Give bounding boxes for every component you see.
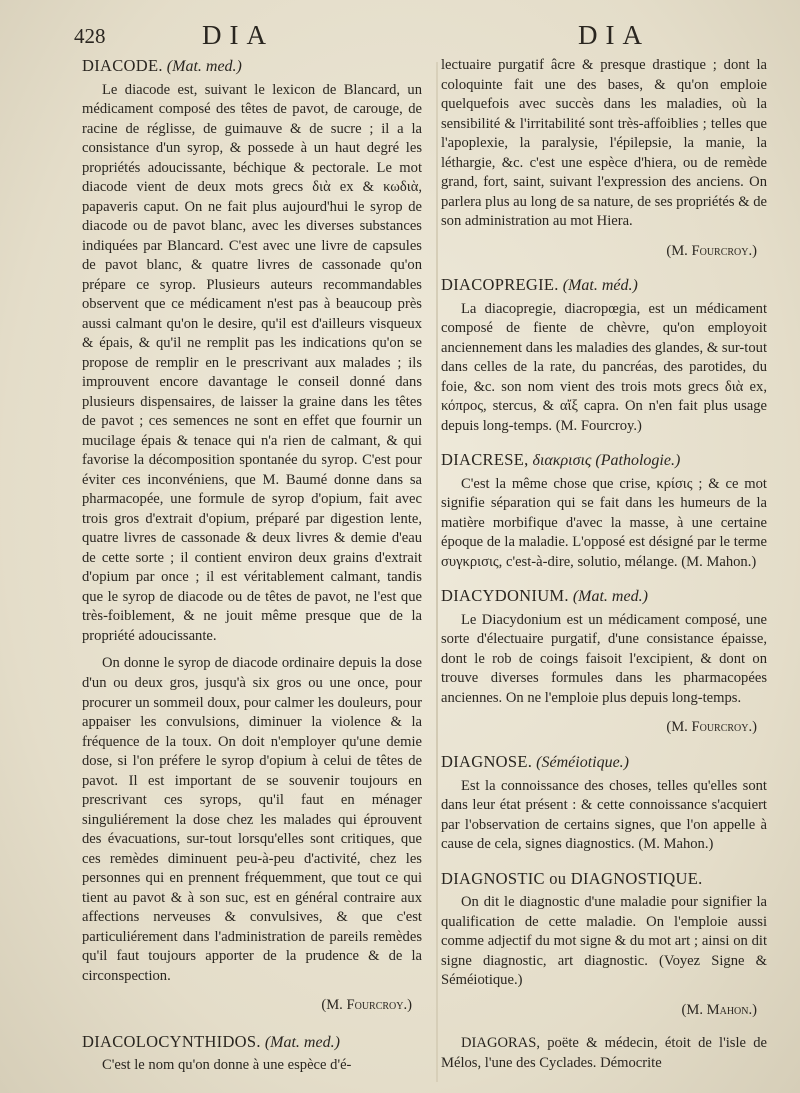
article-paragraph: C'est la même chose que crise, κρίσις ; & ce mot signifie séparation qui se fait dans les humeurs de la matière morbifique d'avec la masse, à une certaine époque de la maladie. L'opposé est désigné par le terme συγκρισις, c'est-à-dire, solutio, mélange. (M. Mahon.) xyxy=(441,475,767,570)
article-heading xyxy=(82,1032,422,1053)
article-heading xyxy=(441,586,767,607)
subject-tag: (Mat. méd.) xyxy=(562,277,638,295)
column-divider xyxy=(436,62,438,1082)
article-paragraph: On donne le syrop de diacode ordinaire depuis la dose d'un ou deux gros, jusqu'à six gros ou une once, pour procurer un sommeil doux, pour calmer les douleurs, pour appaiser les convulsions, diminuer la violence & la fréquence de la toux. On doit n'employer qu'une demie dose, si l'on préfere le syrop d'opium à celui de têtes de pavot. Il est important de se souvenir toujours en prescrivant ces syrops, qu'il faut en ménager singuliérement la dose chez les malades qui éprouvent des évacuations, sur-tout lorsqu'elles sont critiques, que ces remèdes diminuent peu-à-peu d'activité, chez les personnes qui en prennent fréquemment, que tout ce qui tient au pavot & à son suc, est en général contraire aux affections nerveuses & convulsives, & que c'est particuliérement dans l'administration de pareils remèdes qu'il faut toujours apporter de la prudence & de la circonspection. xyxy=(82,655,422,984)
running-header xyxy=(0,18,800,52)
article-diacydonium xyxy=(441,586,767,738)
article-paragraph: Le Diacydonium est un médicament composé, une sorte d'électuaire purgatif, d'une consistance épaisse, dont le rob de coings faisoit l'excipient, & dont on trouve diverses formules dans les pharmacopées anciennes. On ne l'emploie plus depuis long-temps. xyxy=(441,611,767,706)
headword: DIACRESE, xyxy=(441,450,529,470)
article-heading xyxy=(441,869,767,890)
headword: DIACOLOCYNTHIDOS. xyxy=(82,1031,261,1051)
article-paragraph: On dit le diagnostic d'une maladie pour signifier la qualification de cette maladie. On l'emploie aussi comme adjectif du mot signe & du mot art ; ainsi on dit signe diagnostic, art diagnostic. (Voyez Signe & Séméiotique.) xyxy=(441,894,767,989)
left-column xyxy=(82,56,422,1076)
greek-term: διακρισις xyxy=(532,452,592,470)
subject-tag: (Pathologie.) xyxy=(595,452,681,470)
article-paragraph: C'est le nom qu'on donne à une espèce d'é- xyxy=(102,1057,352,1074)
article-diacolocynthidos xyxy=(82,1032,422,1076)
article-diacode xyxy=(82,56,422,1016)
article-diacopregie xyxy=(441,275,767,436)
left-running-head: DIA xyxy=(202,20,274,50)
subject-tag: (Séméiotique.) xyxy=(536,753,630,771)
author-signature: (M. Fourcroy.) xyxy=(321,997,412,1014)
article-continuation xyxy=(441,56,767,261)
right-running-head: DIA xyxy=(578,20,650,50)
article-diagnostic xyxy=(441,869,767,1021)
author-signature: (M. Fourcroy.) xyxy=(666,719,757,736)
headword: DIACODE. xyxy=(82,56,163,75)
page-number: 428 xyxy=(74,24,106,48)
article-heading xyxy=(441,752,767,773)
headword: DIAGNOSTIC ou DIAGNOSTIQUE. xyxy=(441,868,703,888)
article-diagnose xyxy=(441,752,767,855)
headword: DIACOPREGIE. xyxy=(441,275,559,295)
headword: DIACYDONIUM. xyxy=(441,586,569,606)
subject-tag: (Mat. med.) xyxy=(166,58,242,75)
article-diacrese xyxy=(441,450,767,572)
article-paragraph: Est la connoissance des choses, telles qu'elles sont dans leur état présent : & cette connoissance s'acquiert par l'observation de certains signes, que l'on appelle à cause de cela, signes diagnostics. (M. Mahon.) xyxy=(441,777,767,853)
headword: DIAGNOSE. xyxy=(441,751,533,771)
author-signature: (M. Fourcroy.) xyxy=(666,242,757,259)
article-paragraph: DIAGORAS, poëte & médecin, étoit de l'isle de Mélos, l'une des Cyclades. Démocrite xyxy=(441,1035,767,1071)
article-heading xyxy=(441,275,767,296)
author-signature: (M. Mahon.) xyxy=(681,1001,757,1018)
article-paragraph: La diacopregie, diacropœgia, est un médicament composé de fiente de chèvre, qu'on employoit anciennement dans les maladies des glandes, & sur-tout dans celles de la rate, du pancréas, des parotides, du foie, &c. son nom vient des trois mots grecs διὰ ex, κόπρος, stercus, & αἴξ capra. On n'en fait plus usage depuis long-temps. (M. Fourcroy.) xyxy=(441,300,767,434)
article-diagoras xyxy=(441,1034,767,1073)
article-heading xyxy=(82,56,422,77)
article-heading xyxy=(441,450,767,471)
subject-tag: (Mat. med.) xyxy=(264,1033,340,1051)
article-paragraph: Le diacode est, suivant le lexicon de Blancard, un médicament composé des têtes de pavot, de carouge, de racine de réglisse, de guimauve & de sucre ; il a la consistance d'un syrop, & possede à un haut degré les propriétés adoucissante, béchique & pectorale. Le mot diacode vient de deux mots grecs διὰ ex & κωδιὰ, papaveris caput. On ne fait plus aujourd'hui le syrop de diacode ou de pavot blanc, avec les diverses substances indiquées par Blancard. C'est avec une livre de capsules de pavot blanc, & quatre livres de cassonade qu'on prépare ce syrop. Plusieurs auteurs recommandables observent que ce médicament n'est pas à beaucoup près aussi calmant qu'on le desire, qu'il est d'ailleurs visqueux & épais, & qu'il ne remplit pas les indications qu'on se propose de remplir en le prescrivant aux malades ; ils improuvent encore davantage le conseil donné dans plusieurs dispensaires, de laisser la graine dans les têtes de pavot ; ces semences ne sont en effet que fournir un mucilage épais & tenace qui n'a rien de calmant, & qui favorise la décomposition spontanée du syrop. C'est pour éviter ces inconvéniens, que M. Baumé donne dans sa pharmacopée, une formule de syrop d'opium, fait avec trois gros d'extrait d'opium, préparé par digestion lente, quatre livres de cassonade & deux livres & demie d'eau de cette sorte ; il contient environ deux grains d'extrait d'opium par once ; il est véritablement calmant, tandis que le syrop de diacode ou de têtes de pavot, ne l'est que très-foiblement, & ne jouit même presque que de la propriété adoucissante. xyxy=(82,81,422,644)
subject-tag: (Mat. med.) xyxy=(572,588,648,606)
right-column xyxy=(441,56,767,1073)
continued-paragraph: lectuaire purgatif âcre & presque drastique ; dont la coloquinte fait une des bases, & qu'on emploie quelquefois avec succès dans les maladies, où la sensibilité & l'irritabilité sont très-affoiblies ; telles que l'apoplexie, la paralysie, l'épilepsie, la manie, la léthargie, &c. c'est une espèce d'hiera, ou de remède grand, fort, saint, suivant l'expression des anciens. On parlera plus au long de sa nature, de ses propriétés & de son administration au mot Hiera. xyxy=(441,57,767,230)
